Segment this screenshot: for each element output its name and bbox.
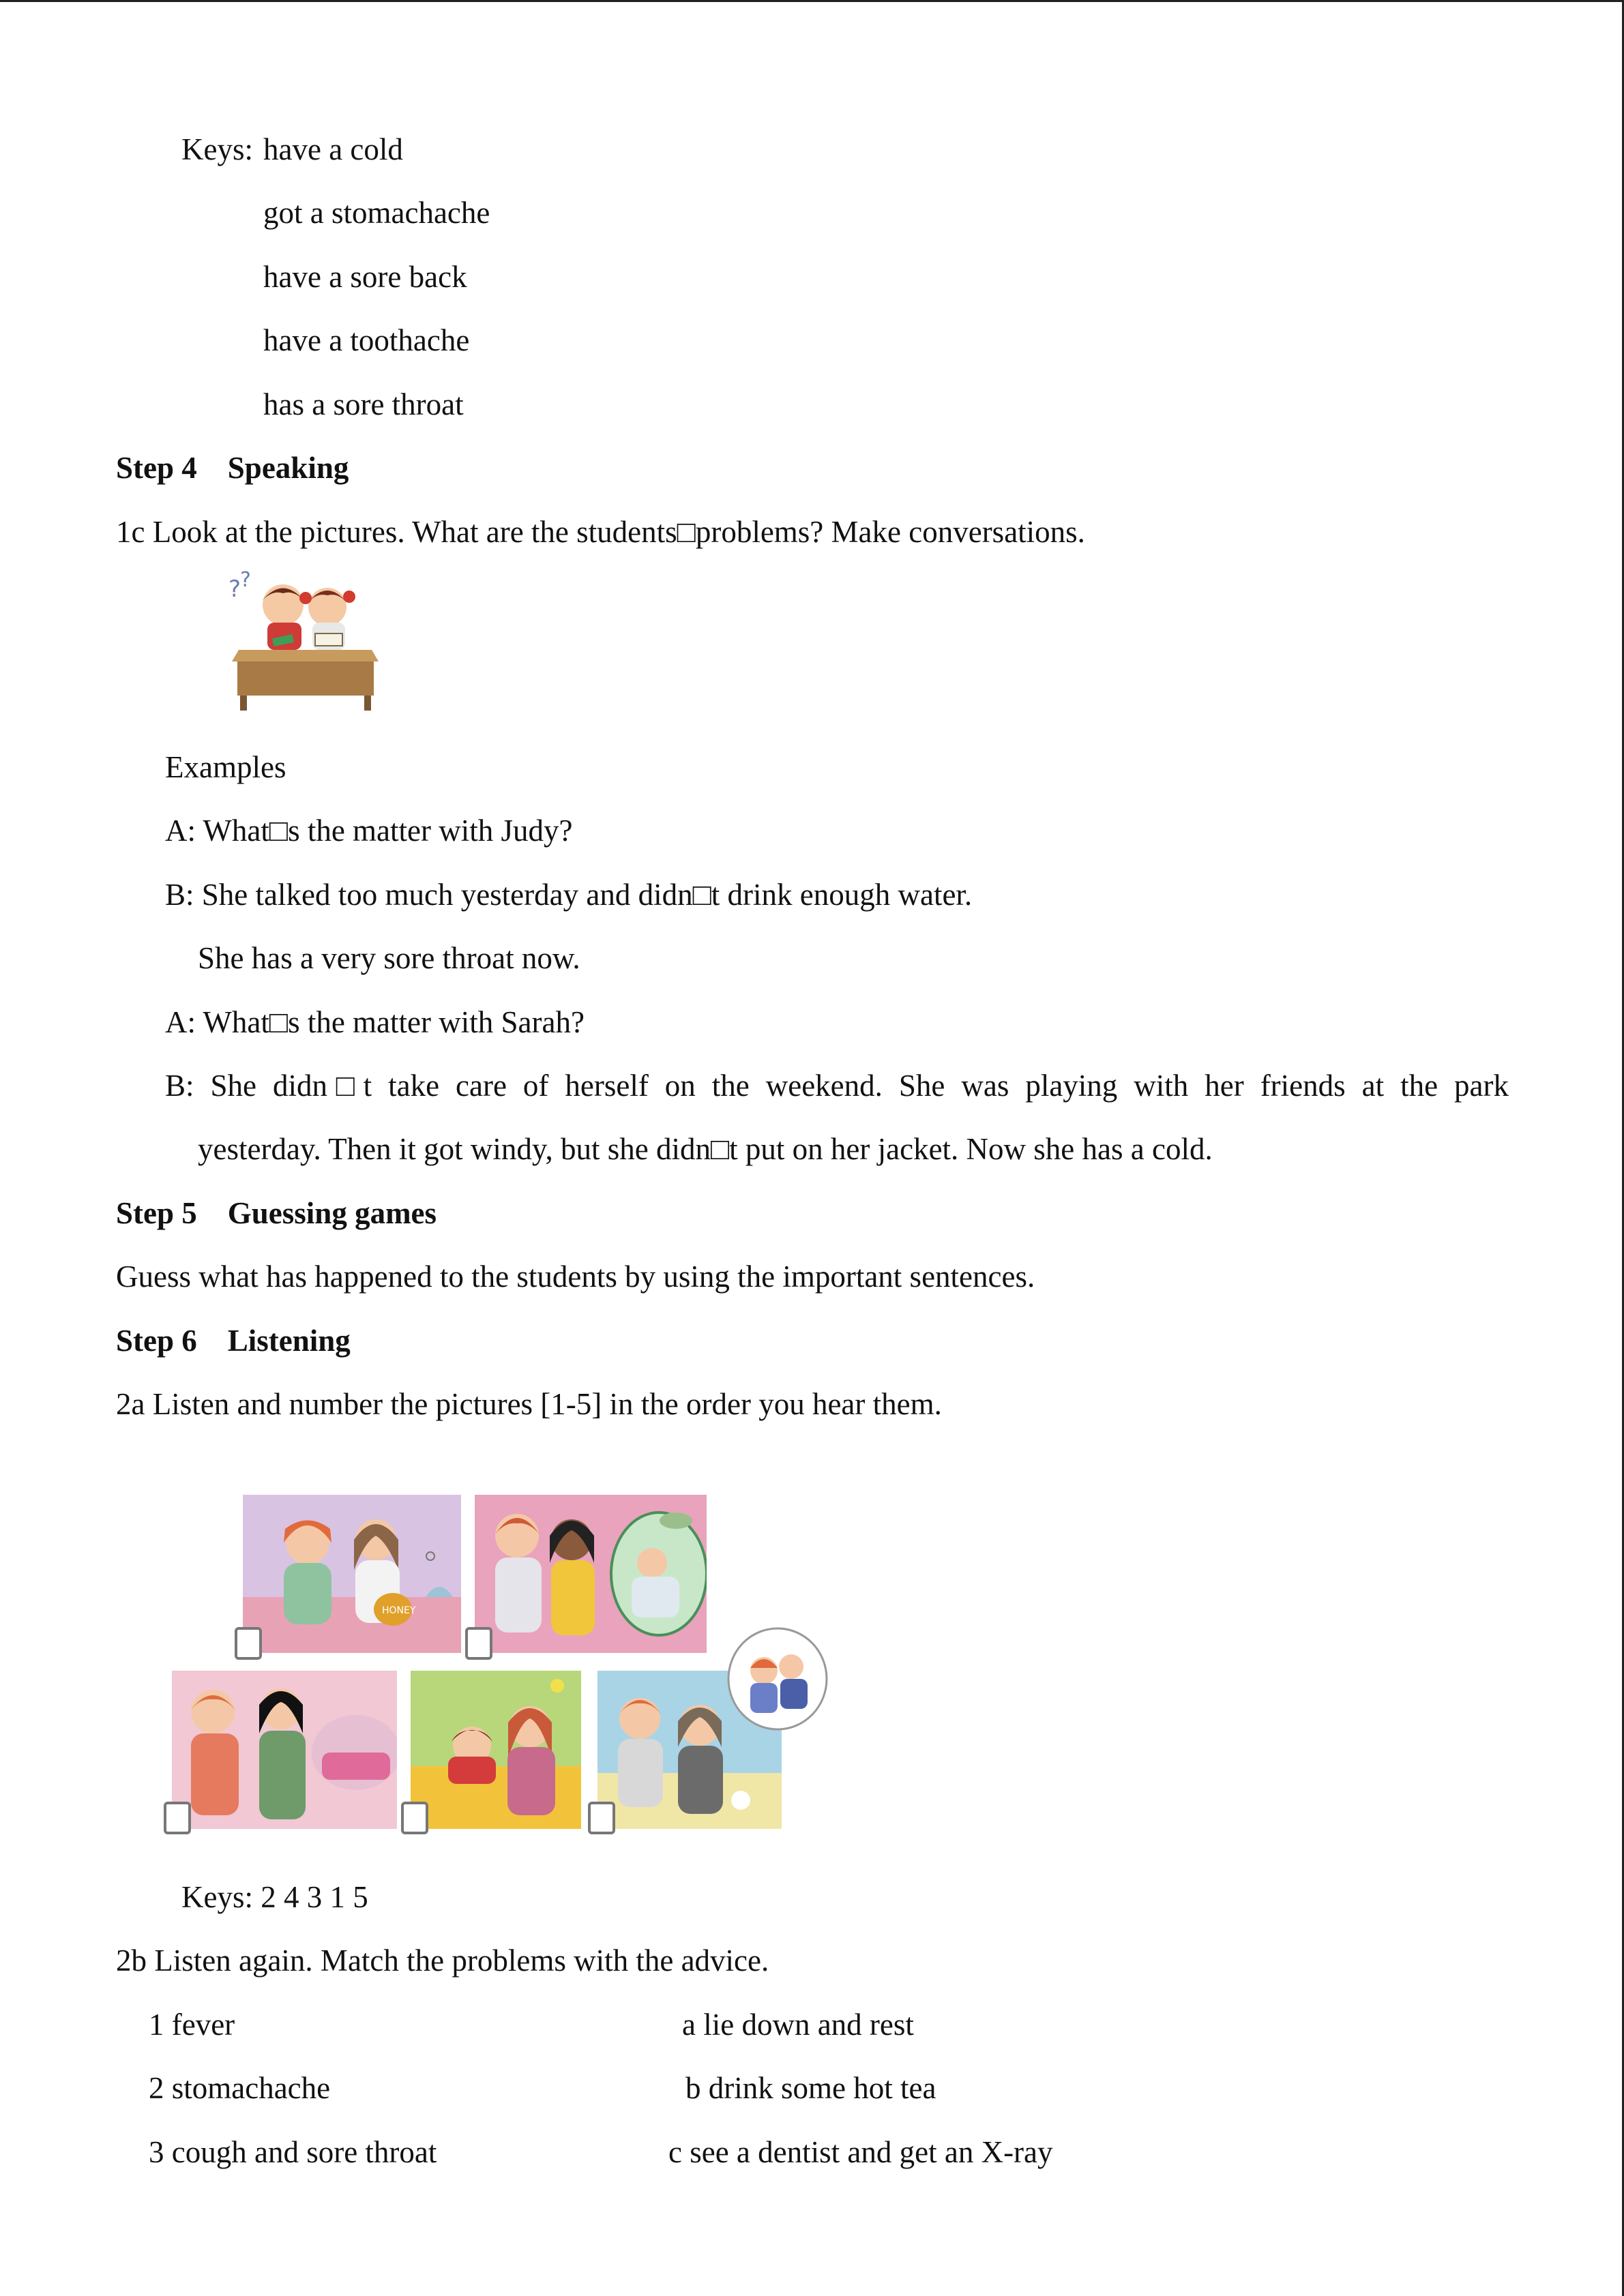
advice-c: c see a dentist and get an X-ray [668, 2135, 1053, 2169]
keys-label: Keys: [181, 132, 253, 166]
svg-text:?: ? [228, 576, 241, 603]
number-box-5[interactable] [588, 1802, 615, 1834]
step5-heading: Step 5 Guessing games [116, 1196, 437, 1230]
number-box-1[interactable] [235, 1627, 262, 1660]
step6-heading: Step 6 Listening [116, 1324, 351, 1358]
thought-bubble-playing [723, 1623, 832, 1739]
svg-text:?: ? [240, 569, 251, 592]
number-box-3[interactable] [164, 1802, 191, 1834]
problem-2: 2 stomachache [149, 2071, 331, 2105]
advice-b: b drink some hot tea [685, 2071, 936, 2105]
picture-panel-sick-in-bed [411, 1671, 581, 1829]
key-item-5: has a sore throat [263, 387, 464, 421]
example-line-1: A: What□s the matter with Judy? [165, 814, 573, 848]
example-line-4: A: What□s the matter with Sarah? [165, 1005, 585, 1039]
example-line-2: B: She talked too much yesterday and didn□t drink enough water. [165, 878, 973, 912]
key-item-1: have a cold [263, 132, 403, 166]
step6-instruction-2b: 2b Listen again. Match the problems with the advice. [116, 1943, 769, 1978]
advice-a: a lie down and rest [682, 2008, 914, 2042]
example-line-5: B: She didn□t take care of herself on the weekend. She was playing with her friends at the park [165, 1069, 1509, 1103]
keys-2a: Keys: 2 4 3 1 5 [181, 1880, 368, 1914]
svg-text:HONEY: HONEY [382, 1605, 416, 1616]
key-item-2: got a stomachache [263, 196, 490, 230]
picture-panel-dentist [475, 1495, 707, 1653]
problem-3: 3 cough and sore throat [149, 2135, 437, 2169]
page-border-top [0, 0, 1624, 2]
step5-instruction: Guess what has happened to the students by using the important sentences. [116, 1259, 1035, 1294]
step4-instruction: 1c Look at the pictures. What are the students□problems? Make conversations. [116, 515, 1085, 549]
step4-heading: Step 4 Speaking [116, 451, 349, 485]
key-item-4: have a toothache [263, 323, 470, 357]
example-line-3: She has a very sore throat now. [198, 941, 580, 975]
problem-1: 1 fever [149, 2008, 235, 2042]
number-box-4[interactable] [401, 1802, 428, 1834]
examples-heading: Examples [165, 750, 286, 784]
number-box-2[interactable] [465, 1627, 492, 1660]
step6-instruction-2a: 2a Listen and number the pictures [1-5] in the order you hear them. [116, 1387, 942, 1421]
picture-panel-rest [172, 1671, 397, 1829]
example-line-6: yesterday. Then it got windy, but she didn□t put on her jacket. Now she has a cold. [198, 1132, 1213, 1166]
key-item-3: have a sore back [263, 260, 467, 294]
students-at-desk-illustration [225, 569, 382, 716]
picture-panel-honey-tea [243, 1495, 461, 1653]
listening-pictures [164, 1466, 832, 1868]
